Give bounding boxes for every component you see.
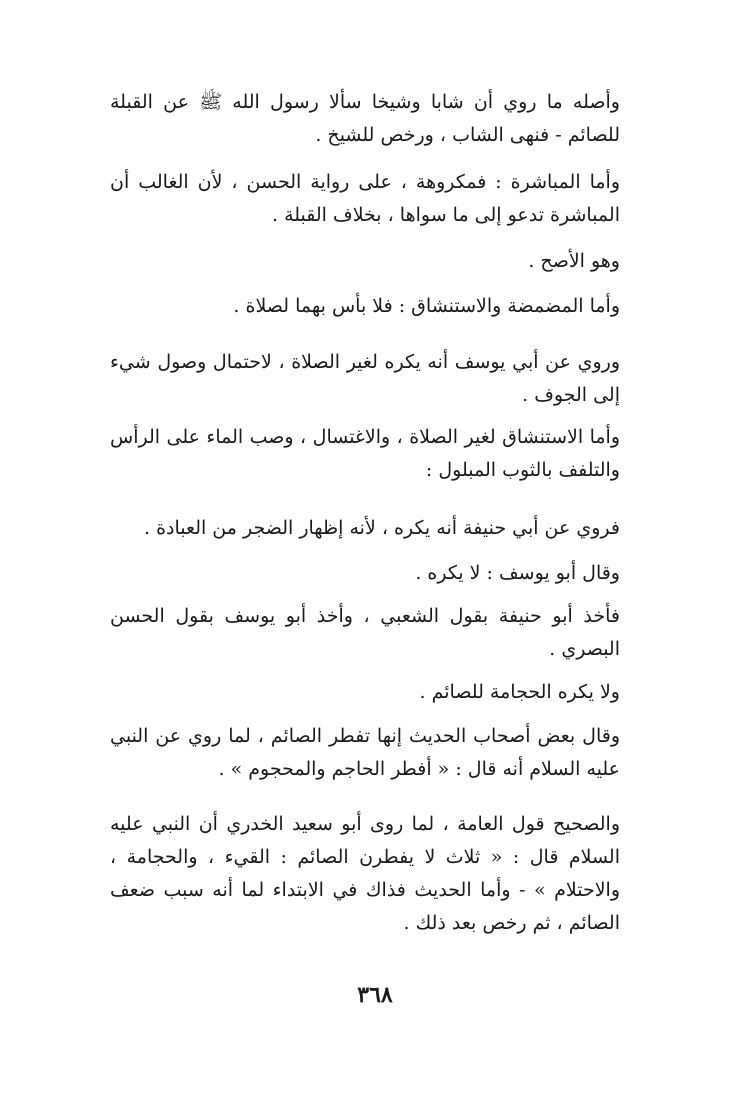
paragraph-3-block <box>110 245 640 278</box>
paragraph: وقال بعض أصحاب الحديث إنها تفطر الصائم ، لما روي عن النبي عليه السلام أنه قال : « أفطر الحاجم والمحجوم » . <box>110 725 620 780</box>
paragraph-7-block <box>110 512 640 545</box>
paragraph: فروي عن أبي حنيفة أنه يكره ، لأنه إظهار الضجر من العبادة . <box>144 517 620 539</box>
paragraph-12-block <box>110 808 640 940</box>
paragraph-10-block <box>110 676 640 709</box>
paragraph: وأما المباشرة : فمكروهة ، على رواية الحسن ، لأن الغالب أن المباشرة تدعو إلى ما سواها ، بخلاف القبلة . <box>110 171 620 226</box>
paragraph-2-block <box>110 166 640 232</box>
paragraph-4-block <box>110 290 640 323</box>
paragraph: وأصله ما روي أن شابا وشيخا سألا رسول الله ﷺ عن القبلة للصائم - فنهى الشاب ، ورخص للشيخ . <box>110 91 620 146</box>
paragraph-11-block <box>110 720 640 786</box>
paragraph: والصحيح قول العامة ، لما روى أبو سعيد الخدري أن النبي عليه السلام قال : « ثلاث لا يفطرن الصائم : القيء ، والحجامة ، والاحتلام » - وأما الحديث فذاك في الابتداء لما أنه سبب ضعف الصائم ، ثم رخص بعد ذلك . <box>110 813 620 934</box>
paragraph: وأما الاستنشاق لغير الصلاة ، والاغتسال ، وصب الماء على الرأس والتلفف بالثوب المبلول : <box>110 426 620 481</box>
paragraph: وأما المضمضة والاستنشاق : فلا بأس بهما لصلاة . <box>233 295 620 317</box>
paragraph: ولا يكره الحجامة للصائم . <box>419 681 620 703</box>
page-number: ٣٦٨ <box>357 982 393 1008</box>
paragraph: فأخذ أبو حنيفة بقول الشعبي ، وأخذ أبو يوسف بقول الحسن البصري . <box>110 605 620 660</box>
paragraph-5-block <box>110 346 640 412</box>
paragraph-9-block <box>110 600 640 666</box>
paragraph-6-block <box>110 421 640 487</box>
paragraph-1-block <box>110 86 640 152</box>
paragraph: وقال أبو يوسف : لا يكره . <box>415 562 620 584</box>
paragraph-8-block <box>110 557 640 590</box>
paragraph: وهو الأصح . <box>528 250 620 272</box>
paragraph: وروي عن أبي يوسف أنه يكره لغير الصلاة ، لاحتمال وصول شيء إلى الجوف . <box>110 351 620 406</box>
